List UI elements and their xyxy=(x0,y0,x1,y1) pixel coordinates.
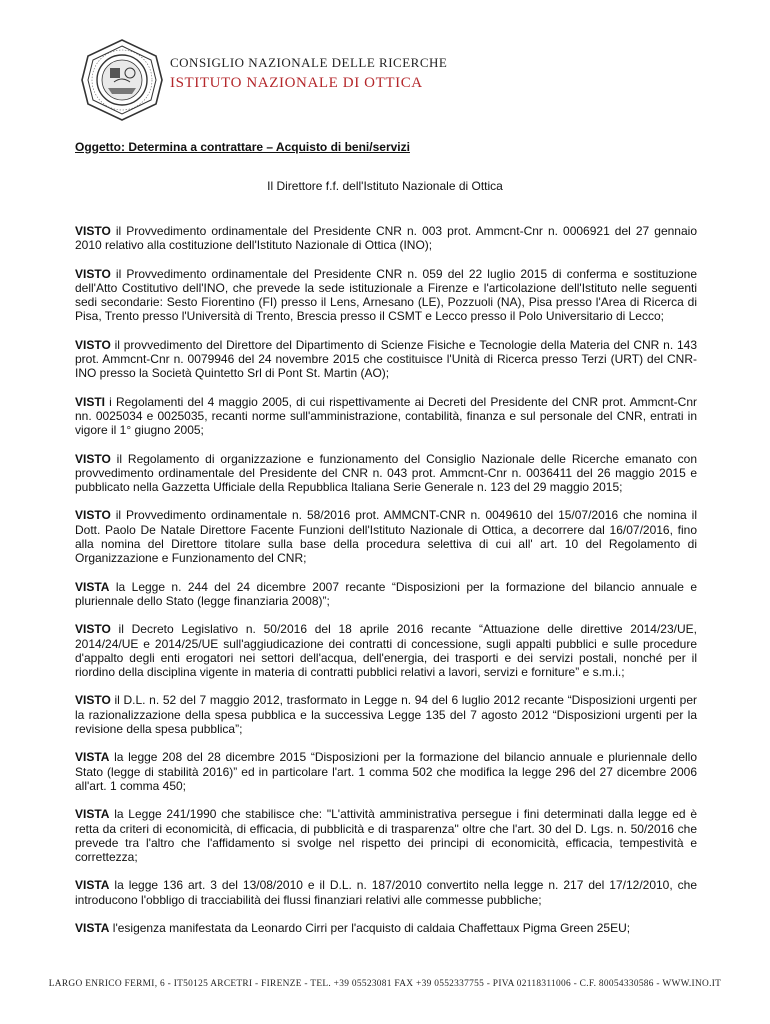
paragraph-keyword: VISTO xyxy=(75,224,111,238)
paragraph xyxy=(75,580,697,609)
paragraph xyxy=(75,267,697,324)
paragraph-text: il Provvedimento ordinamentale n. 58/2016 prot. AMMCNT-CNR n. 0049610 del 15/07/2016 che nomina il Dott. Paolo De Natale Direttore Facente Funzioni dell'Istituto Nazionale di Ottica, a decorrere dal 16/07/2016, fino alla nomina del Direttore titolare sulla base della procedura selettiva di cui all' art. 10 del Regolamento di Organizzazione e Funzionamento del CNR; xyxy=(75,508,697,566)
paragraph-keyword: VISTA xyxy=(75,920,110,935)
paragraph xyxy=(75,224,697,253)
paragraph-keyword: VISTA xyxy=(75,878,110,893)
paragraph-keyword: VISTO xyxy=(75,622,111,637)
paragraph-text: il Provvedimento ordinamentale del Presidente CNR n. 003 prot. Ammcnt-Cnr n. 0006921 del 27 gennaio 2010 relativo alla costituzione dell'Istituto Nazionale di Ottica (INO); xyxy=(75,224,697,253)
paragraph-keyword: VISTA xyxy=(75,579,110,594)
paragraph-keyword: VISTO xyxy=(75,337,111,352)
paragraph-keyword: VISTO xyxy=(75,508,111,523)
paragraph-text: il Decreto Legislativo n. 50/2016 del 18 aprile 2016 recante “Attuazione delle direttive 2014/23/UE, 2014/24/UE e 2014/25/UE sull'aggiudicazione dei contratti di concessione, sugli appalti pubblici e sulle procedure d'appalto degli enti erogatori nei settori dell'acqua, dell'energia, dei trasporti e dei servizi postali, nonché per il riordino della disciplina vigente in materia di contratti pubblici relativi a lavori, servizi e forniture” e s.m.i.; xyxy=(75,622,697,680)
paragraph-keyword: VISTO xyxy=(75,693,111,708)
paragraph xyxy=(75,878,697,907)
paragraph xyxy=(75,395,697,438)
paragraph xyxy=(75,452,697,495)
paragraph-text: i Regolamenti del 4 maggio 2005, di cui rispettivamente ai Decreti del Presidente del CNR prot. Ammcnt-Cnr nn. 0025034 e 0025035, recanti norme sull'amministrazione, contabilità, finanza e sul personale del CNR, entrati in vigore il 1° giugno 2005; xyxy=(75,394,697,438)
footer-address: LARGO ENRICO FERMI, 6 - IT50125 ARCETRI - FIRENZE - TEL. +39 05523081 FAX +39 0552337755 - PIVA 02118311006 - C.F. 80054330586 - WWW.INO.IT xyxy=(48,979,722,989)
paragraph xyxy=(75,921,697,935)
paragraph xyxy=(75,508,697,565)
paragraph xyxy=(75,622,697,679)
paragraph-keyword: VISTI xyxy=(75,394,106,409)
cnr-ino-seal-icon xyxy=(80,38,164,122)
paragraph-keyword: VISTA xyxy=(75,807,110,822)
paragraph-text: il provvedimento del Direttore del Dipartimento di Scienze Fisiche e Tecnologie della Materia del CNR n. 143 prot. Ammcnt-Cnr n. 0079946 del 24 novembre 2015 che costituisce l'Unità di Ricerca presso Terzi (URT) del CNR-INO presso la Società Quintetto Srl di Pont St. Martin (AO); xyxy=(75,337,697,381)
paragraph-keyword: VISTO xyxy=(75,451,111,466)
document-body xyxy=(75,224,697,949)
paragraph xyxy=(75,807,697,864)
paragraph-text: il D.L. n. 52 del 7 maggio 2012, trasformato in Legge n. 94 del 6 luglio 2012 recante “Disposizioni urgenti per la razionalizzazione della spesa pubblica e la successiva Legge 135 del 7 agosto 2012 “Disposizioni urgenti per la revisione della spesa pubblica”; xyxy=(75,693,697,737)
paragraph-text: la Legge n. 244 del 24 dicembre 2007 recante “Disposizioni per la formazione del bilancio annuale e pluriennale dello Stato (legge finanziaria 2008)”; xyxy=(75,579,697,608)
header-institute-name: ISTITUTO NAZIONALE DI OTTICA xyxy=(170,75,423,91)
paragraph xyxy=(75,338,697,381)
paragraph-keyword: VISTA xyxy=(75,750,110,765)
subject-line: Oggetto: Determina a contrattare – Acquisto di beni/servizi xyxy=(75,140,410,154)
paragraph-text: il Regolamento di organizzazione e funzionamento del Consiglio Nazionale delle Ricerche emanato con provvedimento ordinamentale del Presidente del CNR n. 043 prot. Ammcnt-Cnr n. 0036411 del 26 maggio 2015 e pubblicato nella Gazzetta Ufficiale della Repubblica Italiana Serie Generale n. 123 del 29 maggio 2015; xyxy=(75,451,697,495)
paragraph-keyword: VISTO xyxy=(75,266,111,281)
institution-header xyxy=(170,55,447,92)
paragraph xyxy=(75,750,697,793)
paragraph-text: il Provvedimento ordinamentale del Presidente CNR n. 059 del 22 luglio 2015 di conferma e sostituzione dell'Atto Costitutivo dell'INO, che prevede la sede istituzionale a Firenze e l'articolazione dell'Istituto nelle seguenti sedi secondarie: Sesto Fiorentino (FI) presso il Lens, Arnesano (LE), Pozzuoli (NA), Pisa presso l'Area di Ricerca di Pisa, Trento presso l'Università di Trento, Brescia presso il CSMT e Lecco presso il Polo Universitario di Lecco; xyxy=(75,266,697,324)
header-council-name: CONSIGLIO NAZIONALE DELLE RICERCHE xyxy=(170,55,448,70)
paragraph-text: l'esigenza manifestata da Leonardo Cirri per l'acquisto di caldaia Chaffettaux Pigma Green 25EU; xyxy=(109,920,631,935)
director-line: Il Direttore f.f. dell'Istituto Nazionale di Ottica xyxy=(267,179,503,193)
paragraph-text: la legge 208 del 28 dicembre 2015 “Disposizioni per la formazione del bilancio annuale e pluriennale dello Stato (legge di stabilità 2016)” ed in particolare l'art. 1 comma 502 che modifica la legge 296 del 27 dicembre 2006 all'art. 1 comma 450; xyxy=(75,750,697,793)
paragraph-text: la legge 136 art. 3 del 13/08/2010 e il D.L. n. 187/2010 convertito nella legge n. 217 del 17/12/2010, che introducono l'obbligo di tracciabilità dei flussi finanziari relativi alle commesse pubbliche; xyxy=(75,878,697,907)
paragraph-text: la Legge 241/1990 che stabilisce che: "L'attività amministrativa persegue i fini determinati dalla legge ed è retta da criteri di economicità, di efficacia, di pubblicità e di trasparenza" oltre che l'art. 30 del D. Lgs. n. 50/2016 che prevede tra l'altro che l'affidamento si svolge nel rispetto dei principi di economicità, efficacia, tempestività e correttezza; xyxy=(75,807,697,865)
paragraph xyxy=(75,693,697,736)
